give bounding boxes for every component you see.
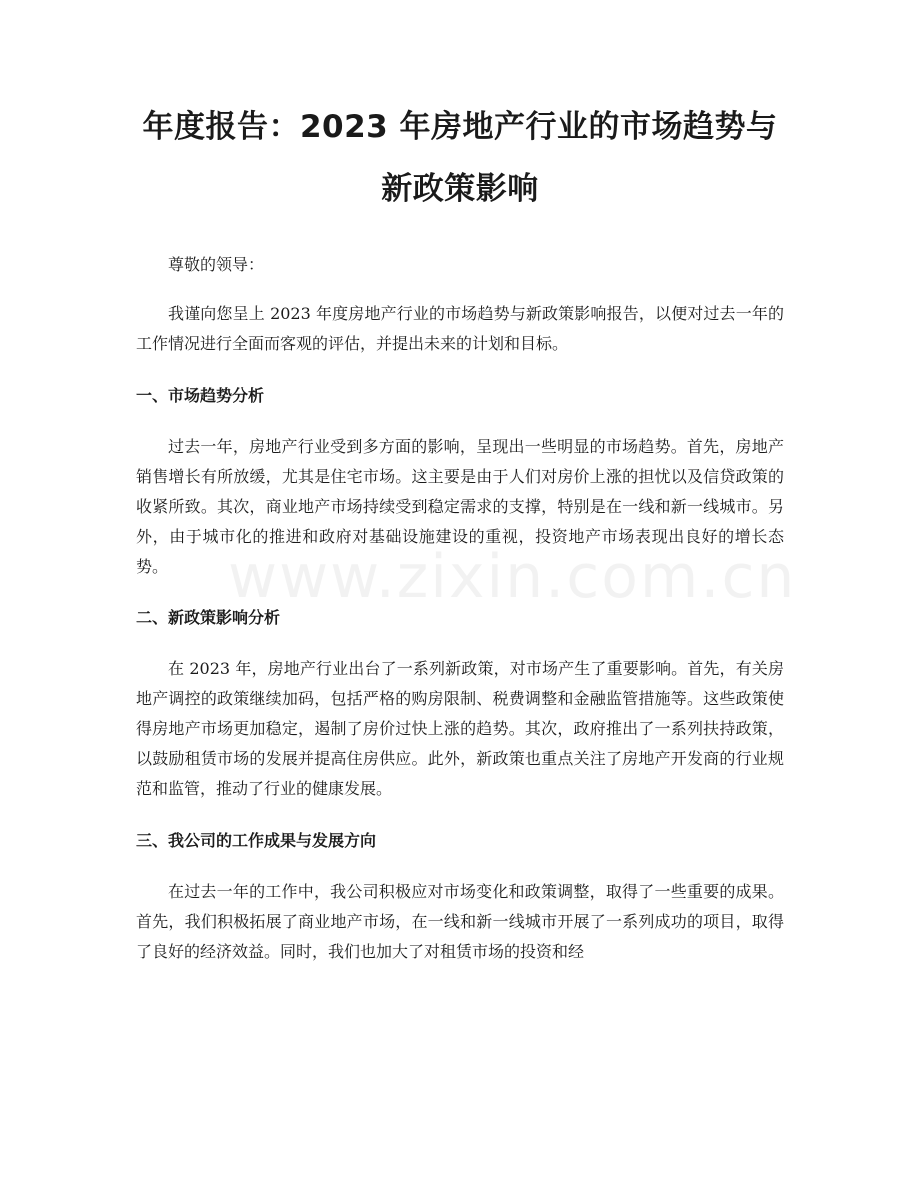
watermark: www.zixin.com.cn: [228, 542, 797, 612]
intro-paragraph: 我谨向您呈上 2023 年度房地产行业的市场趋势与新政策影响报告，以便对过去一年的工作情况进行全面而客观的评估，并提出未来的计划和目标。: [136, 304, 784, 353]
section-heading-market-trends: 一、市场趋势分析: [136, 386, 265, 405]
section-heading-policy-impact: 二、新政策影响分析: [136, 608, 281, 627]
section-body-company-results: 在过去一年的工作中，我公司积极应对市场变化和政策调整，取得了一些重要的成果。首先，我们积极拓展了商业地产市场，在一线和新一线城市开展了一系列成功的项目，取得了良好的经济效益。同时，我们也加大了对租赁市场的投资和经: [136, 882, 784, 961]
section-body-policy-impact: 在 2023 年，房地产行业出台了一系列新政策，对市场产生了重要影响。首先，有关房地产调控的政策继续加码，包括严格的购房限制、税费调整和金融监管措施等。这些政策使得房地产市场更加稳定，遏制了房价过快上涨的趋势。其次，政府推出了一系列扶持政策，以鼓励租赁市场的发展并提高住房供应。此外，新政策也重点关注了房地产开发商的行业规范和监管，推动了行业的健康发展。: [136, 659, 784, 798]
section-body-market-trends: 过去一年，房地产行业受到多方面的影响，呈现出一些明显的市场趋势。首先，房地产销售增长有所放缓，尤其是住宅市场。这主要是由于人们对房价上涨的担忧以及信贷政策的收紧所致。其次，商业地产市场持续受到稳定需求的支撑，特别是在一线和新一线城市。另外，由于城市化的推进和政府对基础设施建设的重视，投资地产市场表现出良好的增长态势。: [136, 437, 784, 576]
section-heading-company-results: 三、我公司的工作成果与发展方向: [136, 831, 377, 850]
title-line-2: 新政策影响: [381, 171, 539, 207]
document-title: [136, 96, 784, 220]
salutation: 尊敬的领导：: [168, 255, 265, 274]
title-line-1: 年度报告：2023 年房地产行业的市场趋势与: [142, 109, 778, 145]
